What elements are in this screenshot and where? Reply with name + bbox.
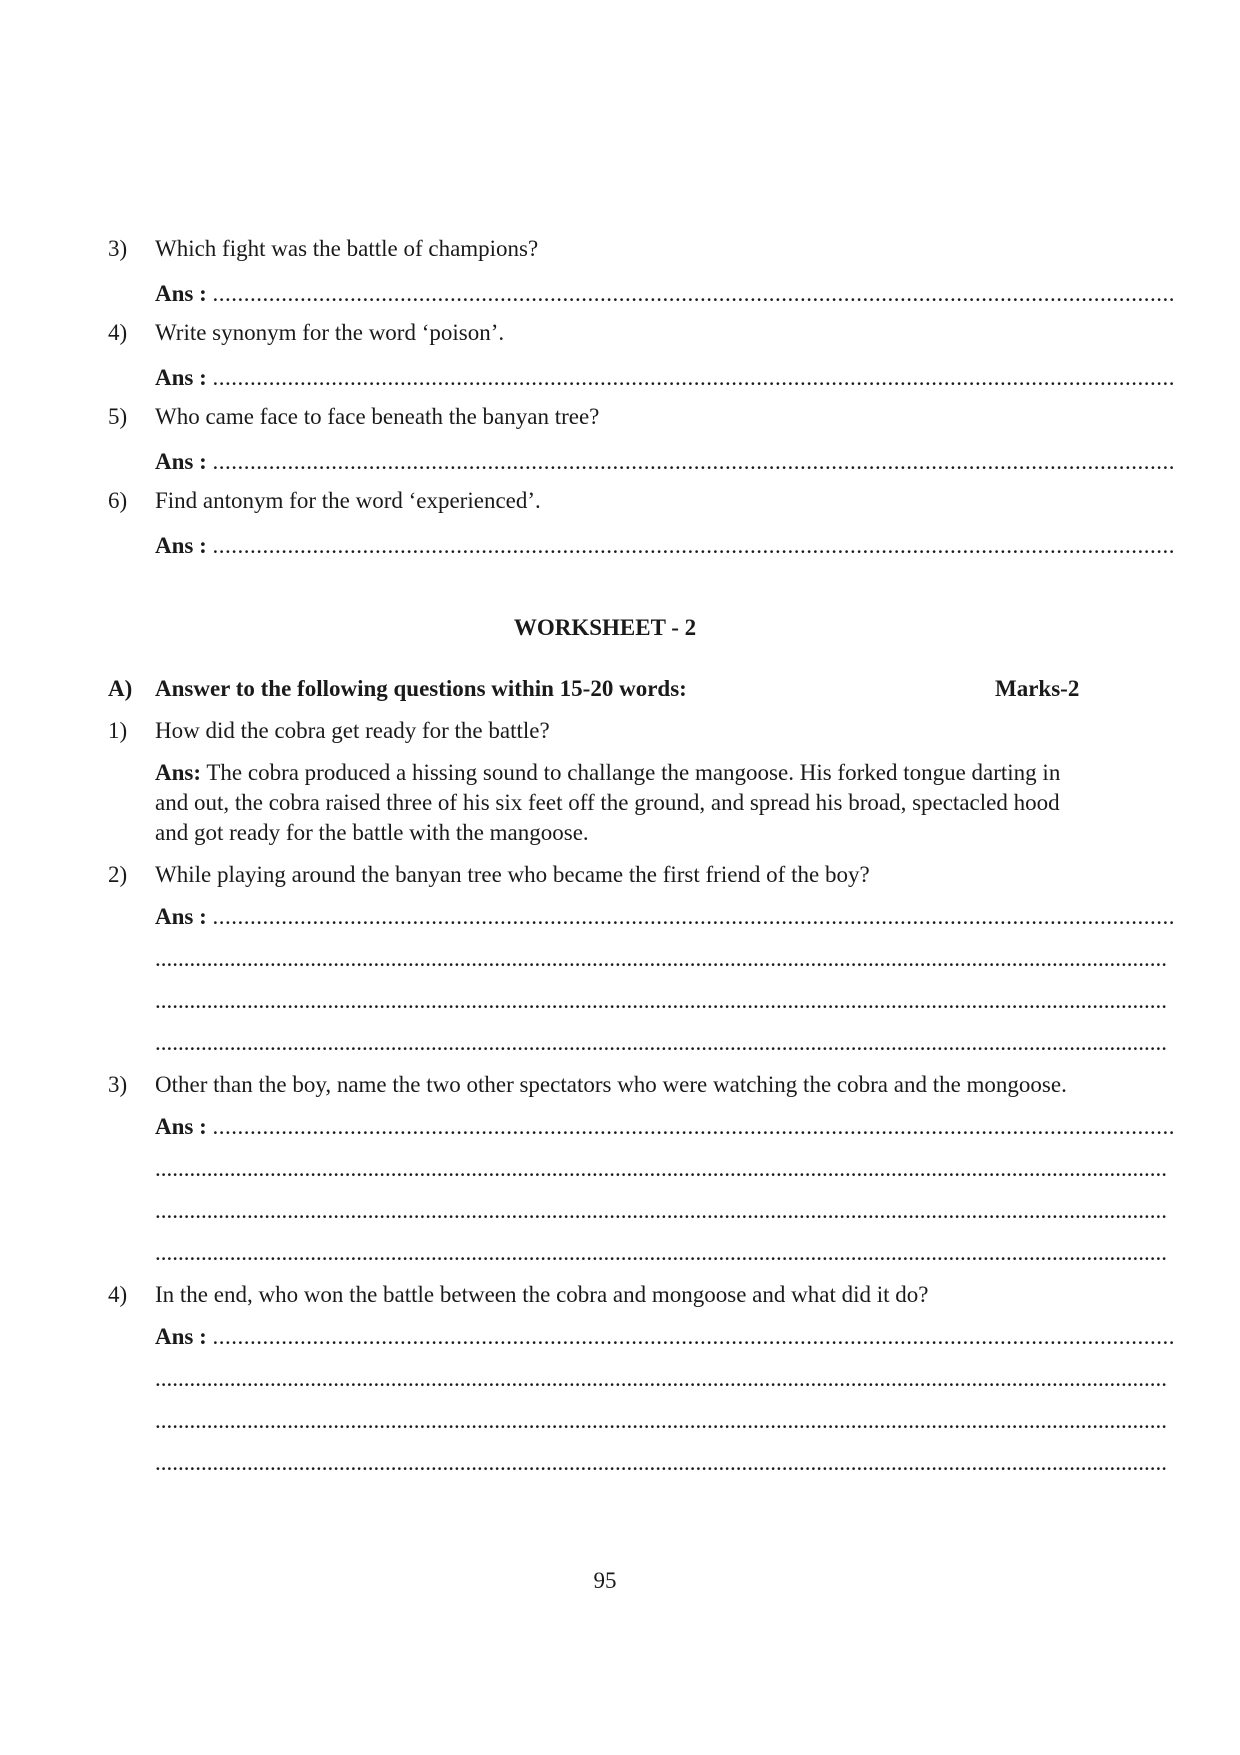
dotted-fill: .......................................................................................................................................................... <box>212 281 1176 306</box>
dotted-fill: ................................................................................................................................................................................ <box>155 988 1167 1013</box>
answer-label: Ans : <box>155 449 207 474</box>
question-text: Other than the boy, name the two other spectators who were watching the cobra and the mongoose. <box>155 1072 1067 1097</box>
dotted-fill: .......................................................................................................................................................... <box>212 904 1176 929</box>
question-number: 3) <box>108 1072 128 1097</box>
page-number: 95 <box>593 1568 617 1593</box>
answer-line <box>155 533 1176 559</box>
question-number: 2) <box>108 862 128 887</box>
answer-text: and out, the cobra raised three of his six feet off the ground, and spread his broad, spectacled hood <box>155 790 1060 815</box>
answer-line <box>155 1114 1176 1140</box>
answer-line <box>155 365 1176 391</box>
marks-label: Marks-2 <box>995 676 1080 701</box>
answer-label: Ans : <box>155 904 207 929</box>
answer-label: Ans : <box>155 1324 207 1349</box>
answer-line <box>155 449 1176 475</box>
question-text: Who came face to face beneath the banyan tree? <box>155 404 600 429</box>
dotted-fill: ................................................................................................................................................................................ <box>155 1198 1167 1223</box>
question-text: In the end, who won the battle between the cobra and mongoose and what did it do? <box>155 1282 929 1307</box>
dotted-fill: ................................................................................................................................................................................ <box>155 946 1167 971</box>
question-number: 4) <box>108 320 128 345</box>
dotted-fill: ................................................................................................................................................................................ <box>155 1408 1167 1433</box>
answer-line <box>155 1324 1176 1350</box>
dotted-fill: ................................................................................................................................................................................ <box>155 1366 1167 1391</box>
answer-label: Ans: <box>155 760 202 785</box>
answer-paragraph-line <box>155 760 1060 786</box>
answer-label: Ans : <box>155 533 207 558</box>
dotted-fill: ................................................................................................................................................................................ <box>155 1156 1167 1181</box>
dotted-fill: .......................................................................................................................................................... <box>212 533 1176 558</box>
question-text: Find antonym for the word ‘experienced’. <box>155 488 541 513</box>
question-text: Which fight was the battle of champions? <box>155 236 539 261</box>
dotted-fill: ................................................................................................................................................................................ <box>155 1240 1167 1265</box>
answer-label: Ans : <box>155 365 207 390</box>
answer-line <box>155 281 1176 307</box>
question-number: 1) <box>108 718 128 743</box>
answer-label: Ans : <box>155 1114 207 1139</box>
worksheet-title: WORKSHEET - 2 <box>513 615 697 640</box>
question-number: 4) <box>108 1282 128 1307</box>
section-label: A) <box>108 676 133 701</box>
question-number: 3) <box>108 236 128 261</box>
dotted-fill: .......................................................................................................................................................... <box>212 1114 1176 1139</box>
question-number: 6) <box>108 488 128 513</box>
dotted-fill: .......................................................................................................................................................... <box>212 1324 1176 1349</box>
dotted-fill: .......................................................................................................................................................... <box>212 449 1176 474</box>
question-text: How did the cobra get ready for the battle? <box>155 718 550 743</box>
answer-line <box>155 904 1176 930</box>
section-instruction: Answer to the following questions within 15-20 words: <box>155 676 687 701</box>
answer-label: Ans : <box>155 281 207 306</box>
dotted-fill: ................................................................................................................................................................................ <box>155 1450 1167 1475</box>
question-text: While playing around the banyan tree who became the first friend of the boy? <box>155 862 870 887</box>
answer-text: and got ready for the battle with the mangoose. <box>155 820 589 845</box>
answer-text: The cobra produced a hissing sound to challange the mangoose. His forked tongue darting in <box>201 760 1061 785</box>
question-number: 5) <box>108 404 128 429</box>
dotted-fill: ................................................................................................................................................................................ <box>155 1030 1167 1055</box>
dotted-fill: .......................................................................................................................................................... <box>212 365 1176 390</box>
question-text: Write synonym for the word ‘poison’. <box>155 320 505 345</box>
